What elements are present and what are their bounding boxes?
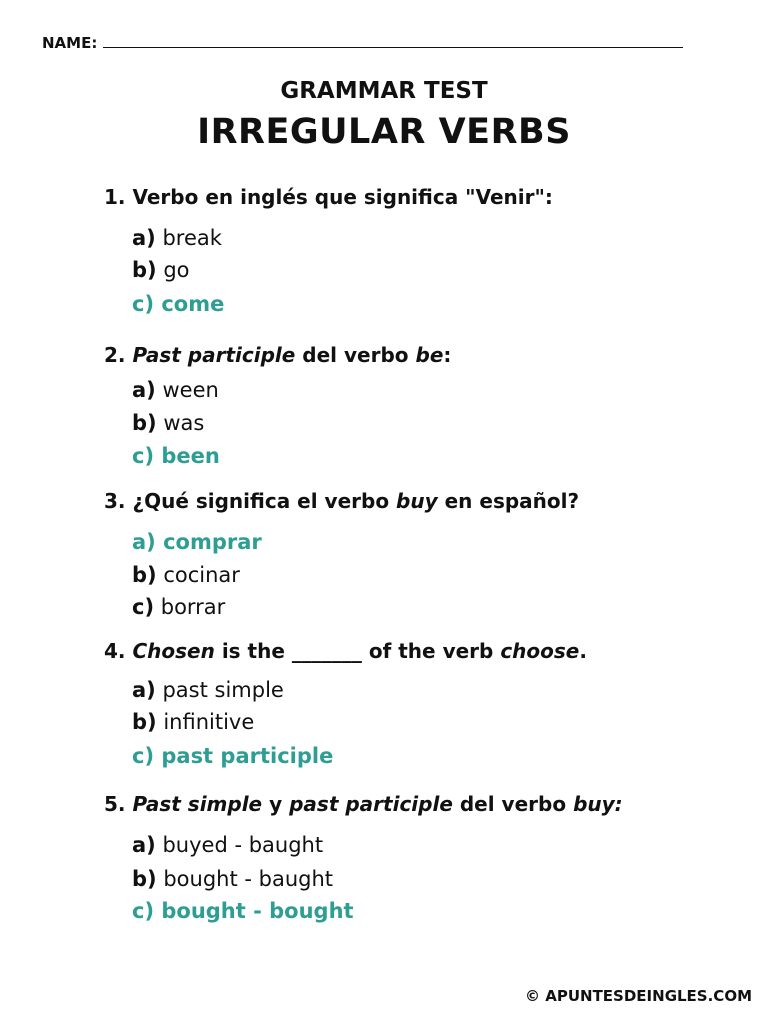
option-letter: b) (132, 710, 157, 734)
option-letter: c) (132, 899, 155, 923)
question-term: choose (500, 639, 580, 663)
option-text: ween (162, 378, 219, 402)
question-term: be (415, 343, 444, 367)
option-text: infinitive (163, 710, 255, 734)
option-letter: c) (132, 444, 155, 468)
option-letter: a) (132, 378, 156, 402)
option-letter: b) (132, 867, 157, 891)
option-letter: c) (132, 292, 155, 316)
question-number: 2. (104, 343, 126, 367)
option-3b[interactable] (132, 563, 240, 587)
question-text: : (443, 343, 452, 367)
copyright-footer: © APUNTESDEINGLES.COM (525, 987, 752, 1005)
question-4 (104, 639, 587, 663)
option-1b[interactable] (132, 258, 190, 282)
question-5 (104, 792, 623, 816)
option-text: borrar (160, 595, 226, 619)
question-text: en español? (444, 489, 580, 513)
question-text: is the _______ of the verb (221, 639, 494, 663)
question-term: buy: (573, 792, 623, 816)
option-4b[interactable] (132, 710, 254, 734)
option-1c-correct[interactable] (132, 292, 224, 316)
name-blank-line[interactable] (103, 35, 683, 48)
option-text: cocinar (163, 563, 240, 587)
page-subtitle: GRAMMAR TEST (280, 78, 488, 104)
option-text: go (163, 258, 190, 282)
question-number: 3. (104, 489, 126, 513)
question-term: past participle (289, 792, 453, 816)
option-text: break (162, 226, 222, 250)
option-1a[interactable] (132, 226, 222, 250)
option-4c-correct[interactable] (132, 744, 333, 768)
option-letter: a) (132, 226, 156, 250)
question-3 (104, 489, 579, 513)
question-number: 1. (104, 185, 126, 209)
option-letter: b) (132, 258, 157, 282)
option-text: been (161, 444, 220, 468)
question-1 (104, 185, 553, 209)
option-5a[interactable] (132, 833, 323, 857)
option-5c-correct[interactable] (132, 899, 354, 923)
option-letter: c) (132, 744, 155, 768)
name-label: NAME: (42, 34, 98, 52)
option-text: past participle (161, 744, 334, 768)
question-number: 5. (104, 792, 126, 816)
option-letter: c) (132, 595, 155, 619)
question-text: y (269, 792, 283, 816)
option-2b[interactable] (132, 411, 204, 435)
option-text: come (161, 292, 225, 316)
option-2c-correct[interactable] (132, 444, 220, 468)
question-2 (104, 343, 451, 367)
option-letter: a) (132, 530, 156, 554)
page-title: IRREGULAR VERBS (197, 112, 571, 152)
option-2a[interactable] (132, 378, 219, 402)
question-term: Chosen (132, 639, 215, 663)
option-text: comprar (163, 530, 262, 554)
question-term: buy (396, 489, 438, 513)
option-letter: a) (132, 833, 156, 857)
option-text: was (163, 411, 205, 435)
option-text: buyed - baught (162, 833, 324, 857)
option-letter: a) (132, 678, 156, 702)
question-term: Past participle (132, 343, 296, 367)
question-text: ¿Qué significa el verbo (132, 489, 390, 513)
question-text: Verbo en inglés que significa "Venir": (132, 185, 553, 209)
option-5b[interactable] (132, 867, 333, 891)
option-letter: b) (132, 411, 157, 435)
option-3a-correct[interactable] (132, 530, 262, 554)
option-letter: b) (132, 563, 157, 587)
question-number: 4. (104, 639, 126, 663)
option-4a[interactable] (132, 678, 284, 702)
option-3c[interactable] (132, 595, 225, 619)
option-text: bought - baught (163, 867, 333, 891)
option-text: bought - bought (161, 899, 354, 923)
question-text: del verbo (459, 792, 567, 816)
question-text: del verbo (302, 343, 409, 367)
question-term: Past simple (132, 792, 263, 816)
name-field[interactable] (42, 34, 683, 52)
option-text: past simple (162, 678, 284, 702)
question-text: . (579, 639, 587, 663)
